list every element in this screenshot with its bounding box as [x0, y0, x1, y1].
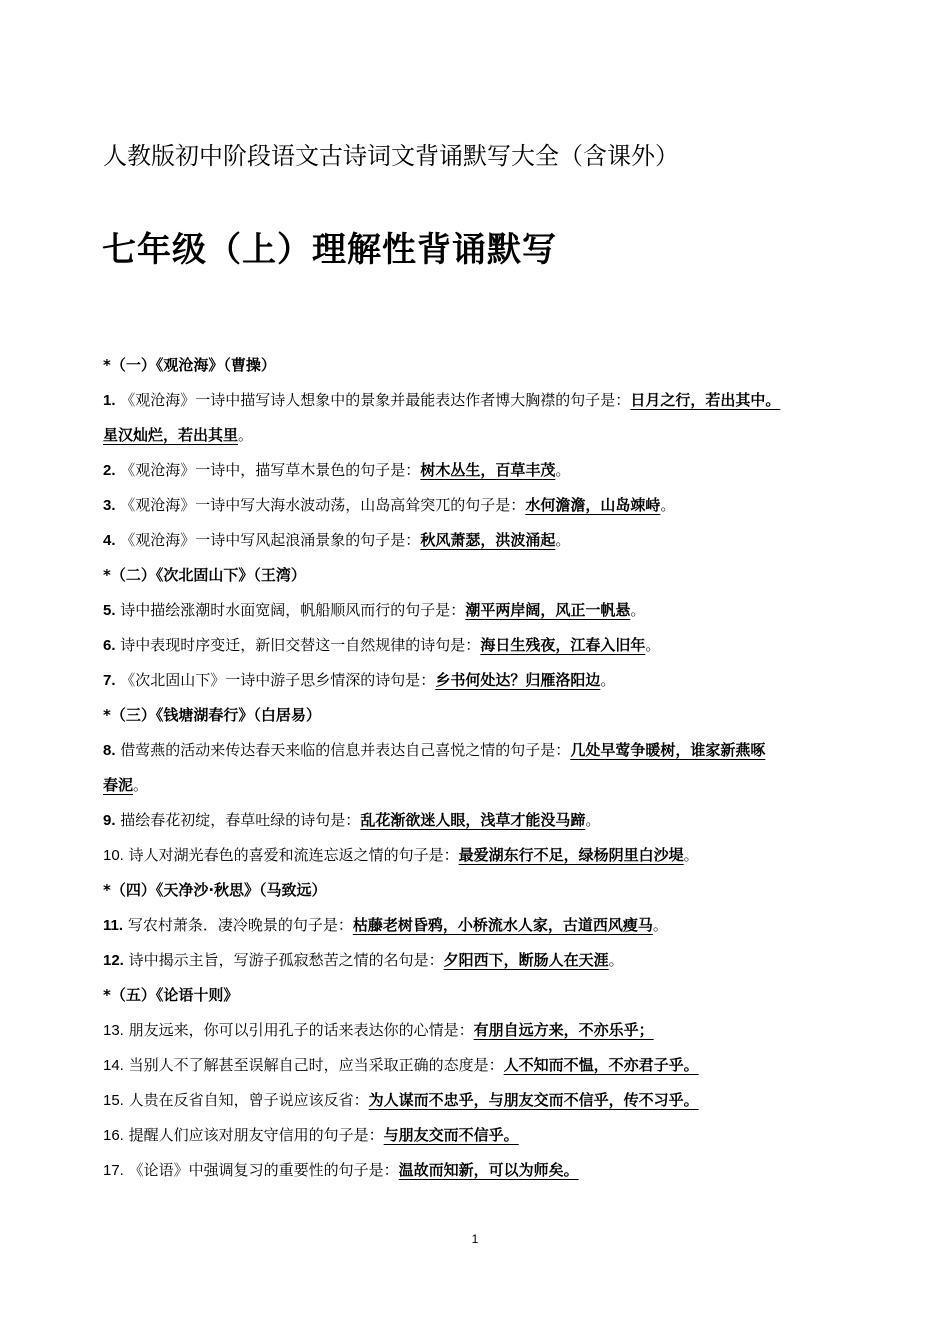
sentence-end: 。: [133, 776, 149, 794]
question-number: 2.: [103, 462, 116, 479]
answer-text: 几处早莺争暖树，谁家新燕啄: [570, 741, 766, 759]
answer-continuation: [103, 418, 868, 453]
sentence-end: 。: [660, 496, 676, 514]
sentence-end: 。: [238, 426, 254, 444]
question-text: 朋友远来，你可以引用孔子的话来表达你的心情是：: [128, 1021, 474, 1039]
question-number: 15.: [103, 1092, 124, 1109]
answer-text: 温故而知新，可以为师矣。: [398, 1161, 579, 1179]
sentence-end: 。: [630, 601, 646, 619]
section-heading: *（二）《次北固山下》（王湾）: [103, 566, 306, 584]
sentence-end: 。: [608, 951, 624, 969]
question-text: 诗中表现时序变迁，新旧交替这一自然规律的诗句是：: [120, 636, 481, 654]
answer-text: 树木丛生，百草丰茂: [420, 461, 556, 479]
question-number: 16.: [103, 1127, 124, 1144]
question-number: 5.: [103, 602, 116, 619]
question-number: 6.: [103, 637, 116, 654]
question-item: [103, 1048, 868, 1083]
question-item: [103, 943, 868, 978]
question-item: [103, 383, 868, 418]
question-text: 诗人对湖光春色的喜爱和流连忘返之情的句子是：: [128, 846, 459, 864]
question-text: 诗中揭示主旨，写游子孤寂愁苦之情的名句是：: [128, 951, 444, 969]
question-text: 人贵在反省自知，曾子说应该反省：: [128, 1091, 369, 1109]
sentence-end: 。: [645, 636, 661, 654]
question-text: 《观沧海》一诗中写风起浪涌景象的句子是：: [120, 531, 421, 549]
sentence-end: 。: [555, 461, 571, 479]
question-text: 借莺燕的活动来传达春天来临的信息并表达自己喜悦之情的句子是：: [120, 741, 571, 759]
question-number: 1.: [103, 392, 116, 409]
sentence-end: 。: [555, 531, 571, 549]
sentence-end: 。: [652, 916, 668, 934]
question-number: 14.: [103, 1057, 124, 1074]
question-item: [103, 1118, 868, 1153]
answer-text: 乡书何处达？归雁洛阳边: [435, 671, 601, 689]
question-text: 《次北固山下》一诗中游子思乡情深的诗句是：: [120, 671, 436, 689]
question-item: [103, 1013, 868, 1048]
question-number: 10.: [103, 847, 124, 864]
answer-text: 春泥: [103, 776, 134, 794]
question-text: 描绘春花初绽，春草吐绿的诗句是：: [120, 811, 361, 829]
document-title: 人教版初中阶段语文古诗词文背诵默写大全（含课外）: [103, 142, 679, 170]
main-heading: 七年级（上）理解性背诵默写: [102, 230, 557, 270]
question-item: [103, 908, 868, 943]
answer-text: 水何澹澹，山岛竦峙: [525, 496, 661, 514]
answer-text: 与朋友交而不信乎。: [383, 1126, 519, 1144]
answer-text: 日月之行，若出其中。: [630, 391, 781, 409]
answer-text: 潮平两岸阔，风正一帆悬: [465, 601, 631, 619]
question-text: 《观沧海》一诗中描写诗人想象中的景象并最能表达作者博大胸襟的句子是：: [120, 391, 631, 409]
question-text: 提醒人们应该对朋友守信用的句子是：: [128, 1126, 384, 1144]
answer-text: 最爱湖东行不足，绿杨阴里白沙堤: [458, 846, 684, 864]
question-item: [103, 838, 868, 873]
question-text: 《观沧海》一诗中写大海水波动荡，山岛高耸突兀的句子是：: [120, 496, 526, 514]
section-heading: *（三）《钱塘湖春行》（白居易）: [103, 706, 321, 724]
answer-text: 秋风萧瑟，洪波涌起: [420, 531, 556, 549]
sentence-end: 。: [683, 846, 699, 864]
question-item: [103, 628, 868, 663]
question-text: 当别人不了解甚至误解自己时，应当采取正确的态度是：: [128, 1056, 504, 1074]
answer-text: 星汉灿烂，若出其里: [103, 426, 239, 444]
sentence-end: 。: [600, 671, 616, 689]
question-number: 17.: [103, 1162, 124, 1179]
section-heading: *（一）《观沧海》（曹操）: [103, 356, 276, 374]
question-item: [103, 523, 868, 558]
question-number: 7.: [103, 672, 116, 689]
answer-text: 海日生残夜，江春入旧年: [480, 636, 646, 654]
question-item: [103, 663, 868, 698]
question-item: [103, 593, 868, 628]
answer-text: 人不知而不愠，不亦君子乎。: [503, 1056, 699, 1074]
question-item: [103, 453, 868, 488]
answer-continuation: [103, 768, 868, 803]
question-number: 8.: [103, 742, 116, 759]
question-item: [103, 803, 868, 838]
answer-text: 夕阳西下，断肠人在天涯: [443, 951, 609, 969]
question-item: [103, 1153, 868, 1188]
question-text: 诗中描绘涨潮时水面宽阔，帆船顺风而行的句子是：: [120, 601, 466, 619]
question-number: 3.: [103, 497, 116, 514]
answer-text: 枯藤老树昏鸦，小桥流水人家，古道西风瘦马: [352, 916, 653, 934]
question-number: 9.: [103, 812, 116, 829]
question-number: 13.: [103, 1022, 124, 1039]
page-number: 1: [471, 1232, 479, 1246]
sentence-end: 。: [585, 811, 601, 829]
question-number: 12.: [103, 952, 124, 969]
question-number: 4.: [103, 532, 116, 549]
answer-text: 有朋自远方来，不亦乐乎；: [473, 1021, 654, 1039]
question-item: [103, 1083, 868, 1118]
question-number: 11.: [103, 917, 124, 934]
section-heading: *（五）《论语十则》: [103, 986, 239, 1004]
question-text: 《观沧海》一诗中，描写草木景色的句子是：: [120, 461, 421, 479]
question-text: 写农村萧条．凄冷晚景的句子是：: [127, 916, 353, 934]
answer-text: 为人谋而不忠乎，与朋友交而不信乎，传不习乎。: [368, 1091, 699, 1109]
question-list: [103, 348, 868, 1188]
question-item: [103, 488, 868, 523]
question-item: [103, 733, 868, 768]
answer-text: 乱花渐欲迷人眼，浅草才能没马蹄: [360, 811, 586, 829]
question-text: 《论语》中强调复习的重要性的句子是：: [128, 1161, 399, 1179]
section-heading: *（四）《天净沙·秋思》（马致远）: [103, 881, 327, 899]
